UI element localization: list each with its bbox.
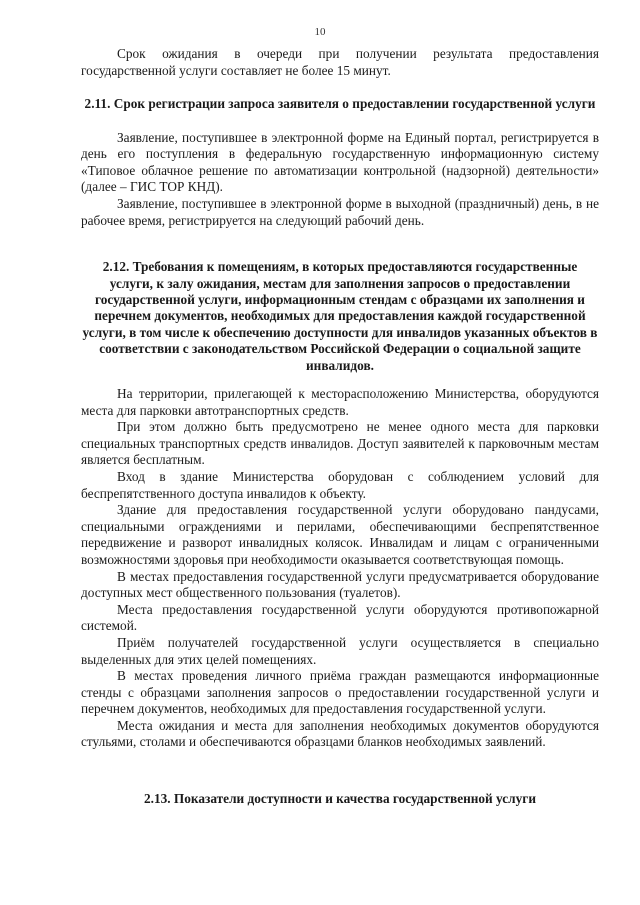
paragraph: Вход в здание Министерства оборудован с соблюдением условий для беспрепятственного доступа инвалидов к объекту. — [81, 468, 599, 501]
paragraph: Заявление, поступившее в электронной форме на Единый портал, регистрируется в день его поступления в федеральную государственную информационную систему «Типовое облачное решение по автоматизации контрольной (надзорной) деятельности» (далее – ГИС ТОР КНД). — [81, 129, 599, 195]
paragraph: Места ожидания и места для заполнения необходимых документов оборудуются стульями, столами и обеспечиваются образцами бланков необходимых заявлений. — [81, 717, 599, 750]
section-heading-2-11: 2.11. Срок регистрации запроса заявителя о предоставлении государственной услуги — [84, 96, 596, 112]
page-number: 10 — [314, 26, 326, 38]
section-heading-2-13: 2.13. Показатели доступности и качества государственной услуги — [143, 791, 536, 807]
paragraph: На территории, прилегающей к месторасположению Министерства, оборудуются места для парковки автотранспортных средств. — [81, 386, 599, 418]
paragraph: В местах проведения личного приёма граждан размещаются информационные стенды с образцами заполнения запросов о предоставлении государственной услуги и перечнем документов, необходимых для предоставления государственной услуги. — [81, 668, 599, 717]
document-body — [81, 46, 599, 807]
section-heading-2-12: 2.12. Требования к помещениям, в которых предоставляются государственные услуги, к залу ожидания, местам для заполнения запросов о предоставлении государственной услуги, информационным стендам с образцами их заполнения и перечнем документов, необходимых для предоставления каждой государственной услуги, в том числе к обеспечению доступности для инвалидов указанных объектов в соответствии с законодательством Российской Федерации о социальной защите инвалидов. — [82, 259, 598, 373]
intro-paragraph: Срок ожидания в очереди при получении результата предоставления государственной услуги составляет не более 15 минут. — [81, 46, 599, 78]
paragraph: Здание для предоставления государственной услуги оборудовано пандусами, специальными ограждениями и перилами, обеспечивающими беспрепятственное передвижение и разворот инвалидных колясок. Инвалидам и лицам с ограниченными возможностями здоровья при необходимости оказывается соответствующая помощь. — [81, 502, 599, 567]
paragraph: При этом должно быть предусмотрено не менее одного места для парковки специальных транспортных средств инвалидов. Доступ заявителей к парковочным местам является бесплатным. — [81, 419, 599, 468]
paragraph: В местах предоставления государственной услуги предусматривается оборудование доступных мест общественного пользования (туалетов). — [81, 568, 599, 601]
paragraph: Заявление, поступившее в электронной форме в выходной (праздничный) день, в не рабочее время, регистрируется на следующий рабочий день. — [81, 195, 599, 228]
paragraph: Места предоставления государственной услуги оборудуются противопожарной системой. — [81, 601, 599, 634]
paragraph: Приём получателей государственной услуги осуществляется в специально выделенных для этих целей помещениях. — [81, 634, 599, 667]
